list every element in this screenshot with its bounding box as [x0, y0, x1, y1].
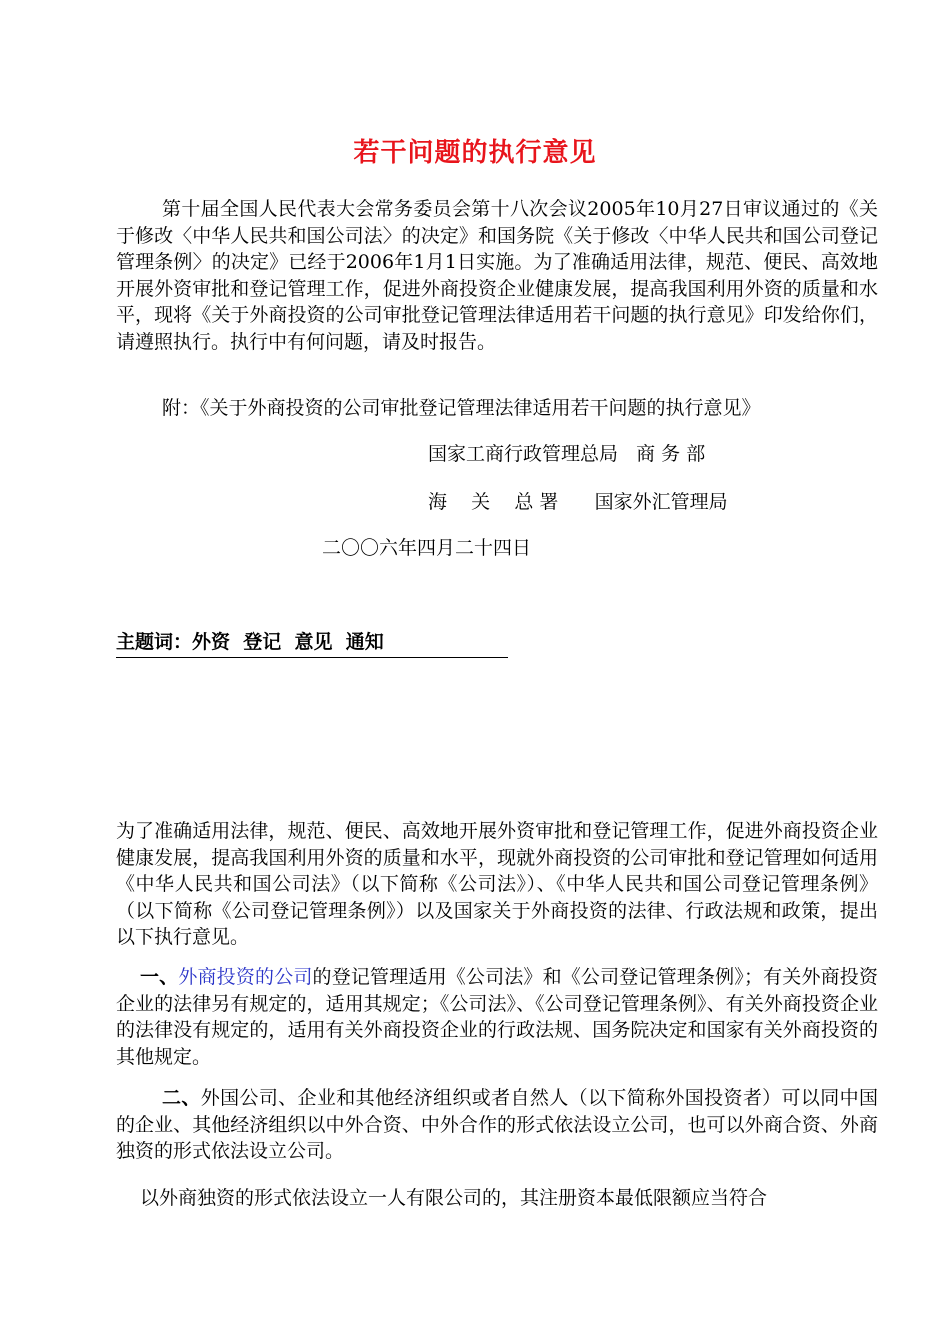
opinion-item-2 — [116, 1085, 878, 1165]
issue-date: 二〇〇六年四月二十四日 — [322, 537, 532, 559]
issuers-line-1: 国家工商行政管理总局 商 务 部 — [428, 443, 706, 465]
item-2-number: 二、 — [162, 1087, 201, 1109]
item-1-number: 一、 — [140, 966, 179, 988]
item-2-continuation: 以外商独资的形式依法设立一人有限公司的，其注册资本最低限额应当符合 — [140, 1187, 768, 1209]
subject-keywords: 主题词：外资 登记 意见 通知 — [116, 629, 508, 658]
notice-body: 第十届全国人民代表大会常务委员会第十八次会议2005年10月27日审议通过的《关于修改〈中华人民共和国公司法〉的决定》和国务院《关于修改〈中华人民共和国公司登记管理条例〉的决定》已经于2006年1月1日实施。为了准确适用法律，规范、便民、高效地开展外资审批和登记管理工作，促进外商投资企业健康发展，提高我国利用外资的质量和水平，现将《关于外商投资的公司审批登记管理法律适用若干问题的执行意见》印发给你们，请遵照执行。执行中有何问题，请及时报告。 — [116, 198, 878, 353]
opinion-item-1 — [116, 964, 878, 1070]
opinion-intro: 为了准确适用法律，规范、便民、高效地开展外资审批和登记管理工作，促进外商投资企业健康发展，提高我国利用外资的质量和水平，现就外商投资的公司审批和登记管理如何适用《中华人民共和国公司法》（以下简称《公司法》）、《中华人民共和国公司登记管理条例》（以下简称《公司登记管理条例》）以及国家关于外商投资的法律、行政法规和政策，提出以下执行意见。 — [116, 820, 878, 948]
attachment-line: 附：《关于外商投资的公司审批登记管理法律适用若干问题的执行意见》 — [162, 397, 761, 419]
item-2-text: 外国公司、企业和其他经济组织或者自然人（以下简称外国投资者）可以同中国的企业、其他经济组织以中外合资、中外合作的形式依法设立公司，也可以外商合资、外商独资的形式依法设立公司。 — [116, 1087, 878, 1162]
foreign-company-link[interactable]: 外商投资的公司 — [178, 966, 313, 988]
issuers-line-2: 海 关 总 署 国家外汇管理局 — [428, 491, 728, 513]
item-1-text: 的登记管理适用《公司法》和《公司登记管理条例》；有关外商投资企业的法律另有规定的，适用其规定；《公司法》、《公司登记管理条例》、有关外商投资企业的法律没有规定的，适用有关外商投资企业的行政法规、国务院决定和国家有关外商投资的其他规定。 — [116, 966, 878, 1068]
document-title: 若干问题的执行意见 — [353, 138, 597, 168]
